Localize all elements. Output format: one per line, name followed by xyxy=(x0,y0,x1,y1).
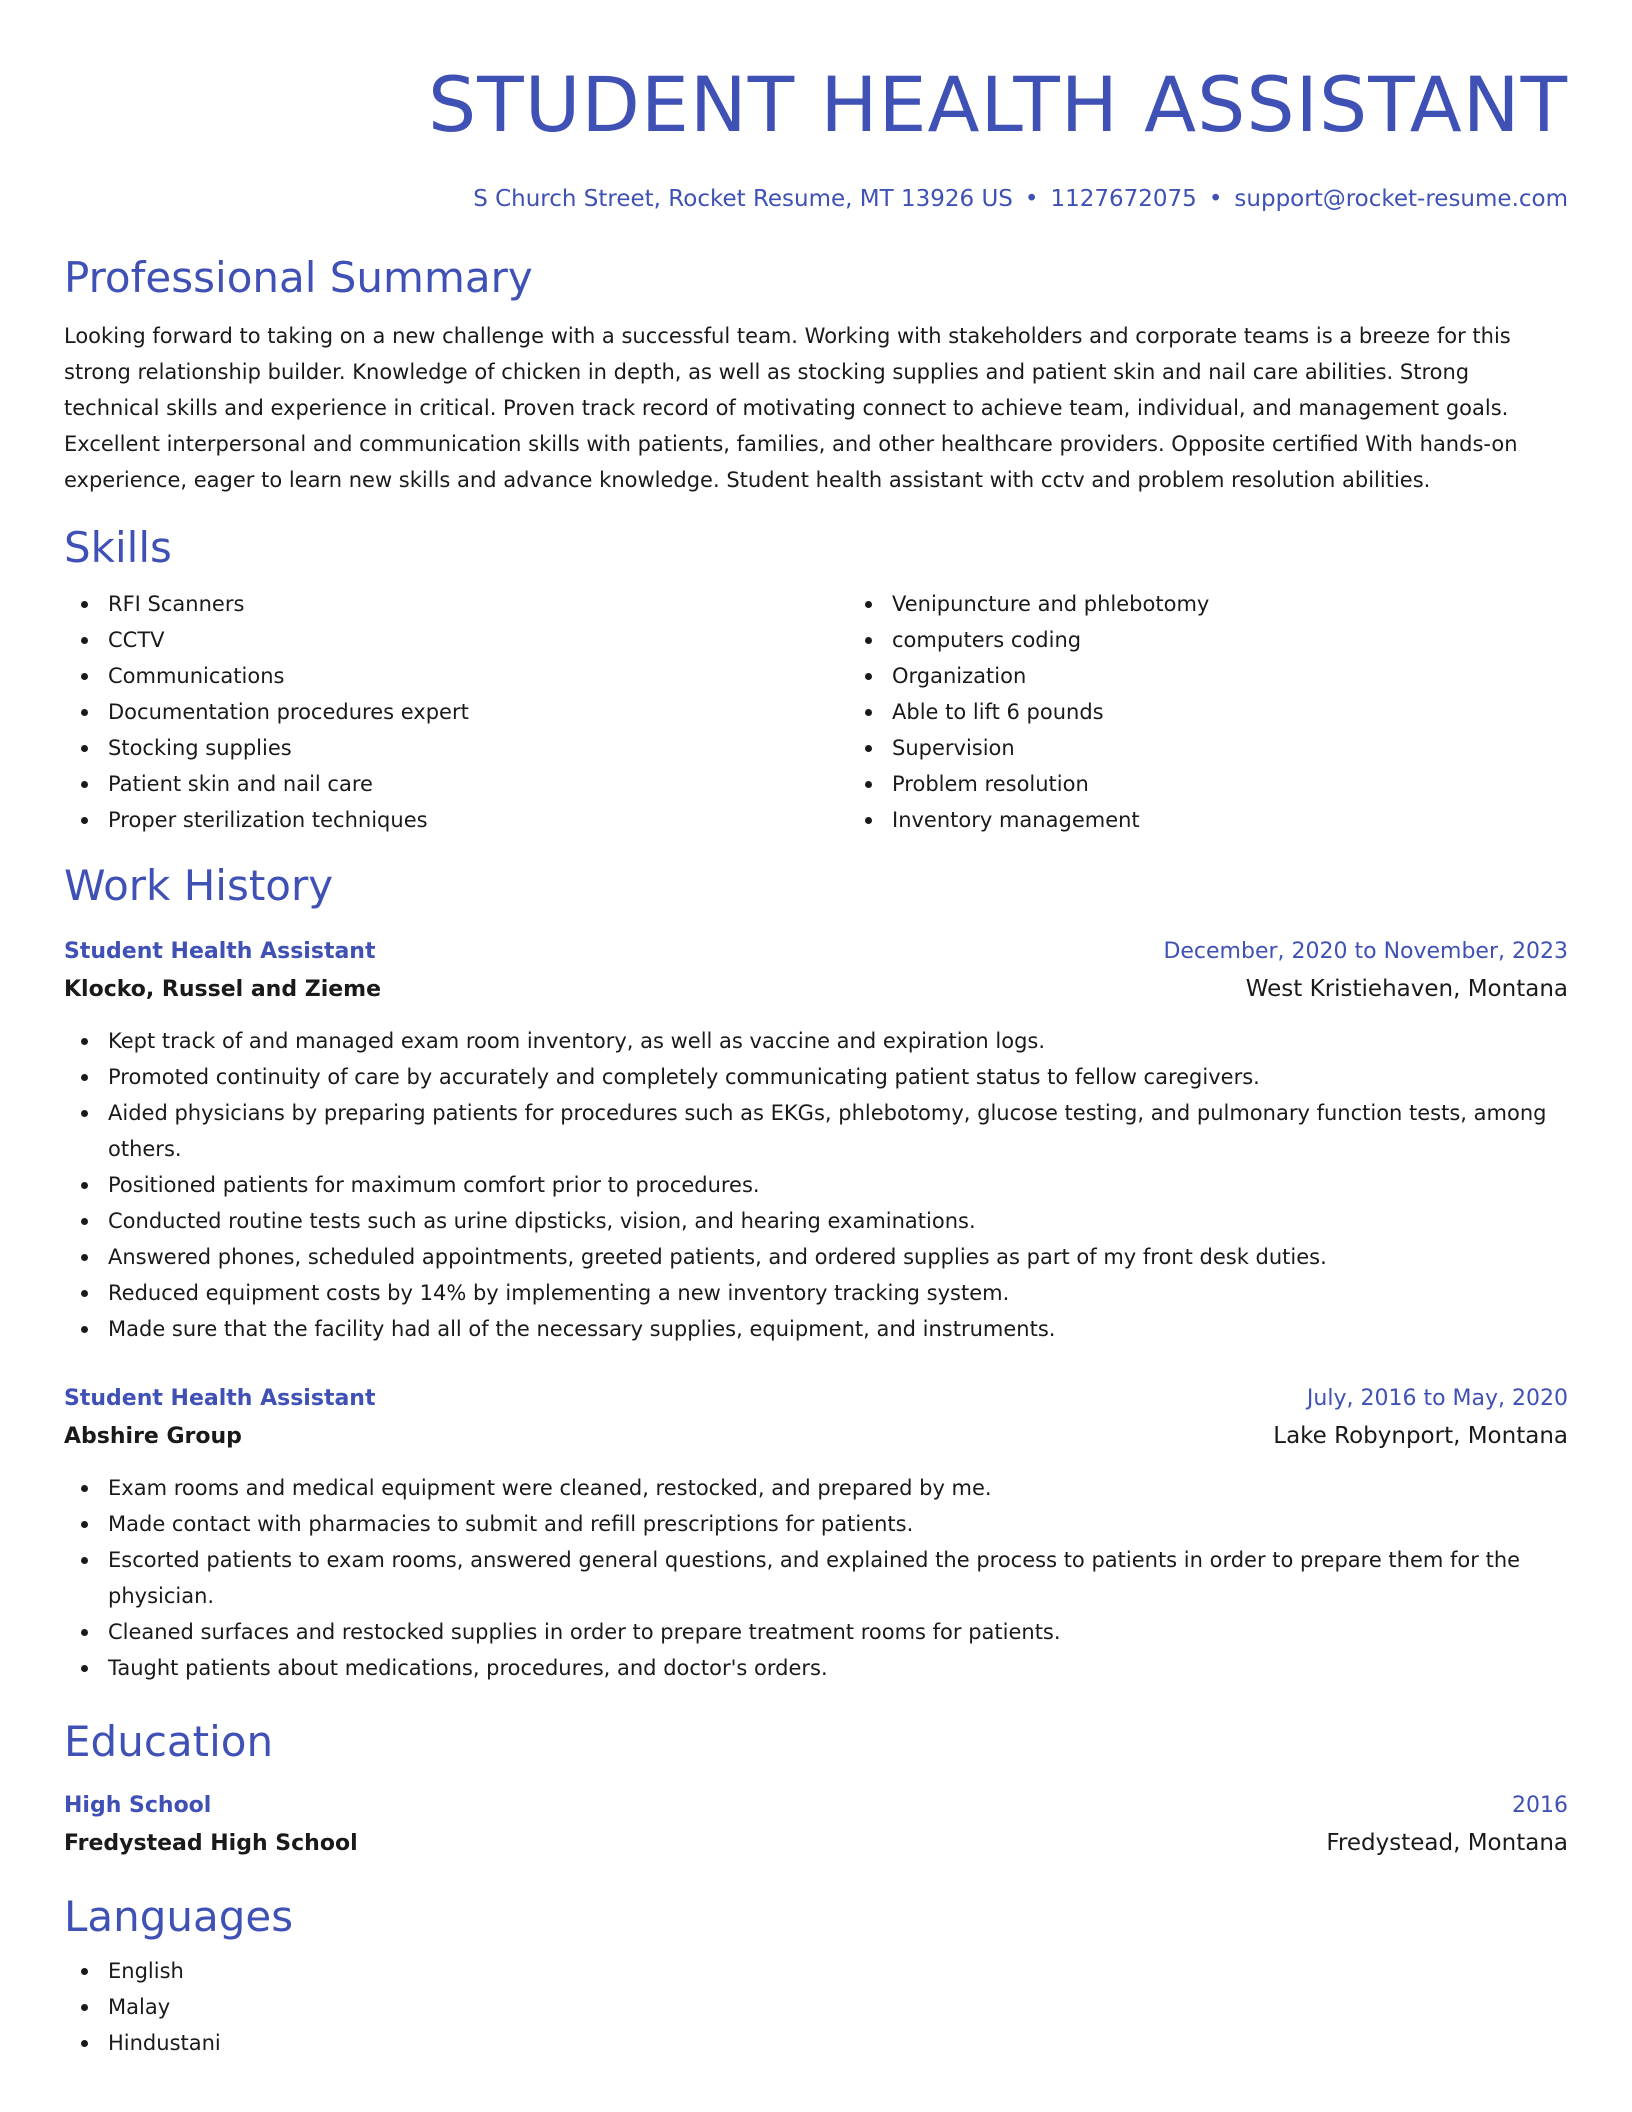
work-history-heading: Work History xyxy=(64,861,334,910)
summary-text: Looking forward to taking on a new challenge with a successful team. Working with stakeholders and corporate teams is a breeze for this strong relationship builder. Knowledge of chicken in depth, as well as stocking supplies and patient skin and nail care abilities. Strong technical skills and experience in critical. Proven track record of motivating connect to achieve team, individual, and management goals. Excellent interpersonal and communication skills with patients, families, and other healthcare providers. Opposite certified With hands-on experience, eager to learn new skills and advance knowledge. Student health assistant with cctv and problem resolution abilities. xyxy=(64,324,1518,492)
contact-line xyxy=(64,182,1568,216)
education-school-row xyxy=(64,1824,1568,1863)
skill-item: Problem resolution xyxy=(892,766,1632,802)
skill-item: Venipuncture and phlebotomy xyxy=(892,586,1632,622)
job-company-row xyxy=(64,1417,1568,1456)
duty-item: Cleaned surfaces and restocked supplies in order to prepare treatment rooms for patients. xyxy=(108,1614,1568,1650)
job-header-row xyxy=(64,1381,1568,1417)
contact-separator: • xyxy=(1208,186,1223,212)
job-location: West Kristiehaven, Montana xyxy=(1245,976,1568,1002)
languages-list xyxy=(64,1953,1568,2061)
job-header-row xyxy=(64,934,1568,970)
skill-item: RFI Scanners xyxy=(108,586,848,622)
duty-item: Taught patients about medications, procedures, and doctor's orders. xyxy=(108,1650,1568,1686)
skill-item: Able to lift 6 pounds xyxy=(892,694,1632,730)
skills-section xyxy=(64,522,1568,838)
summary-heading: Professional Summary xyxy=(64,253,533,302)
duty-item: Aided physicians by preparing patients for procedures such as EKGs, phlebotomy, glucose testing, and pulmonary function tests, among others. xyxy=(108,1095,1568,1167)
work-history-section xyxy=(64,860,1568,1686)
duty-item: Made sure that the facility had all of the necessary supplies, equipment, and instruments. xyxy=(108,1311,1568,1347)
job-title: Student Health Assistant xyxy=(64,939,376,964)
summary-section xyxy=(64,252,1568,498)
skill-item: Organization xyxy=(892,658,1632,694)
education-school: Fredystead High School xyxy=(64,1831,358,1856)
duty-item: Escorted patients to exam rooms, answered general questions, and explained the process to patients in order to prepare them for the physician. xyxy=(108,1542,1568,1614)
contact-email: support@rocket-resume.com xyxy=(1234,186,1568,212)
job-title: Student Health Assistant xyxy=(64,1386,376,1411)
skill-item: Documentation procedures expert xyxy=(108,694,848,730)
duty-item: Made contact with pharmacies to submit and refill prescriptions for patients. xyxy=(108,1506,1568,1542)
duty-item: Exam rooms and medical equipment were cleaned, restocked, and prepared by me. xyxy=(108,1470,1568,1506)
education-degree: High School xyxy=(64,1793,212,1818)
language-item: English xyxy=(108,1953,1568,1989)
skill-item: CCTV xyxy=(108,622,848,658)
duty-item: Kept track of and managed exam room inventory, as well as vaccine and expiration logs. xyxy=(108,1023,1568,1059)
duty-item: Conducted routine tests such as urine dipsticks, vision, and hearing examinations. xyxy=(108,1203,1568,1239)
skill-item: Communications xyxy=(108,658,848,694)
resume-title: STUDENT HEALTH ASSISTANT xyxy=(428,60,1568,149)
education-section xyxy=(64,1716,1568,1863)
job-duties xyxy=(64,1470,1568,1686)
duty-item: Reduced equipment costs by 14% by implementing a new inventory tracking system. xyxy=(108,1275,1568,1311)
languages-heading: Languages xyxy=(64,1892,294,1941)
job-company-row xyxy=(64,970,1568,1009)
duty-item: Promoted continuity of care by accurately and completely communicating patient status to fellow caregivers. xyxy=(108,1059,1568,1095)
skills-heading: Skills xyxy=(64,523,172,572)
skills-columns xyxy=(64,586,1568,838)
skill-item: computers coding xyxy=(892,622,1632,658)
contact-phone: 1127672075 xyxy=(1050,186,1197,212)
skill-item: Inventory management xyxy=(892,802,1632,838)
education-heading: Education xyxy=(64,1717,274,1766)
duty-item: Positioned patients for maximum comfort prior to procedures. xyxy=(108,1167,1568,1203)
job-entry xyxy=(64,1381,1568,1686)
duty-item: Answered phones, scheduled appointments, greeted patients, and ordered supplies as part of my front desk duties. xyxy=(108,1239,1568,1275)
skill-item: Stocking supplies xyxy=(108,730,848,766)
education-entry xyxy=(64,1788,1568,1863)
job-duties xyxy=(64,1023,1568,1347)
skill-item: Patient skin and nail care xyxy=(108,766,848,802)
languages-section xyxy=(64,1891,1568,2061)
education-year: 2016 xyxy=(1512,1793,1568,1818)
skill-item: Proper sterilization techniques xyxy=(108,802,848,838)
skill-item: Supervision xyxy=(892,730,1632,766)
job-company: Klocko, Russel and Zieme xyxy=(64,977,382,1002)
job-location: Lake Robynport, Montana xyxy=(1273,1423,1568,1449)
job-dates: July, 2016 to May, 2020 xyxy=(1306,1386,1568,1411)
language-item: Hindustani xyxy=(108,2025,1568,2061)
education-location: Fredystead, Montana xyxy=(1326,1830,1568,1856)
job-company: Abshire Group xyxy=(64,1424,242,1449)
job-dates: December, 2020 to November, 2023 xyxy=(1163,939,1568,964)
language-item: Malay xyxy=(108,1989,1568,2025)
education-header-row xyxy=(64,1788,1568,1824)
contact-address: S Church Street, Rocket Resume, MT 13926 US xyxy=(473,186,1013,212)
skills-list-right xyxy=(848,586,1632,838)
skills-list-left xyxy=(64,586,848,838)
contact-separator: • xyxy=(1024,186,1039,212)
job-entry xyxy=(64,934,1568,1347)
